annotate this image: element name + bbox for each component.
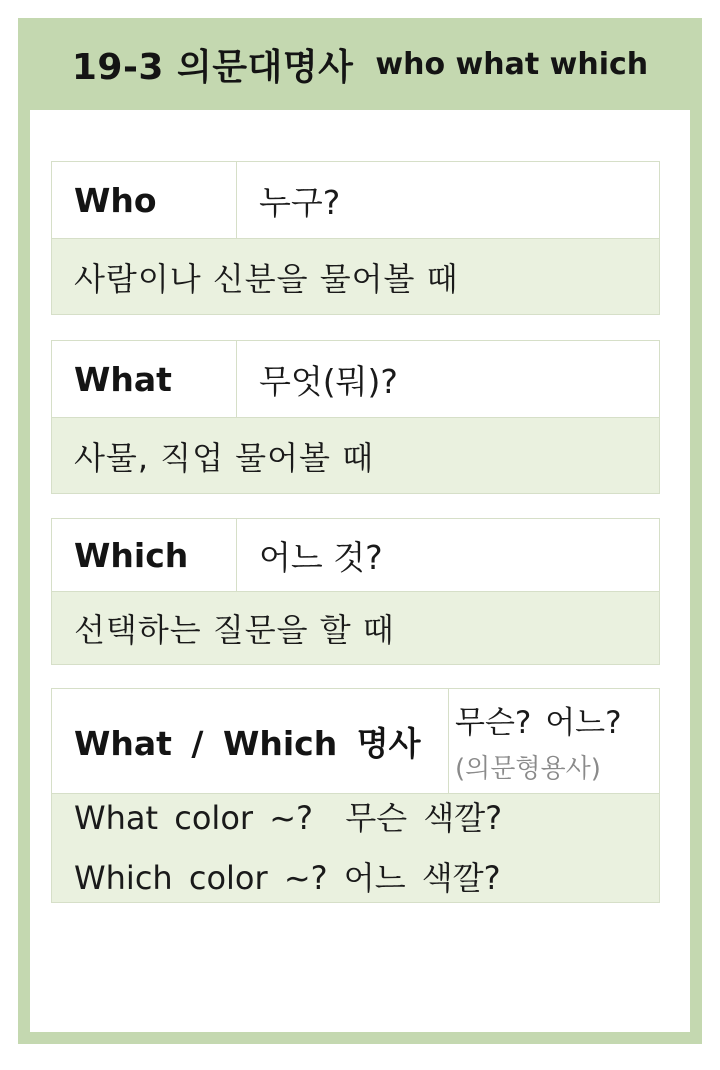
- card-examples: [52, 794, 659, 902]
- content-panel: [30, 110, 690, 1032]
- card-which: [51, 518, 660, 665]
- page-header: [18, 18, 702, 110]
- page-frame: [18, 18, 702, 1044]
- card-header-row: [52, 519, 659, 592]
- page-title: 19-3 의문대명사: [71, 46, 354, 88]
- card-description: 사물, 직업 물어볼 때: [52, 418, 659, 493]
- card-word: Who: [52, 162, 237, 238]
- card-meaning: 무슨? 어느?: [455, 705, 622, 741]
- card-meaning: 누구?: [259, 182, 341, 222]
- card-header-row: [52, 341, 659, 418]
- card-interrogative-adjective: [51, 688, 660, 903]
- card-header-row: [52, 162, 659, 239]
- card-meaning: 무엇(뭐)?: [259, 361, 398, 401]
- example-line: What color ~? 무슨 색깔?: [74, 799, 503, 837]
- card-meaning: 어느 것?: [259, 537, 383, 577]
- card-header-row: [52, 689, 659, 794]
- example-line: Which color ~? 어느 색깔?: [74, 859, 501, 897]
- card-meaning-cell: [449, 689, 659, 793]
- card-word: What: [52, 341, 237, 417]
- card-word: What / Which 명사: [52, 689, 449, 793]
- card-who: [51, 161, 660, 315]
- page-subtitle: who what which: [375, 46, 649, 82]
- card-what: [51, 340, 660, 494]
- card-description: 선택하는 질문을 할 때: [52, 592, 659, 664]
- card-note: (의문형용사): [455, 754, 601, 784]
- card-word: Which: [52, 519, 237, 591]
- card-description: 사람이나 신분을 물어볼 때: [52, 239, 659, 314]
